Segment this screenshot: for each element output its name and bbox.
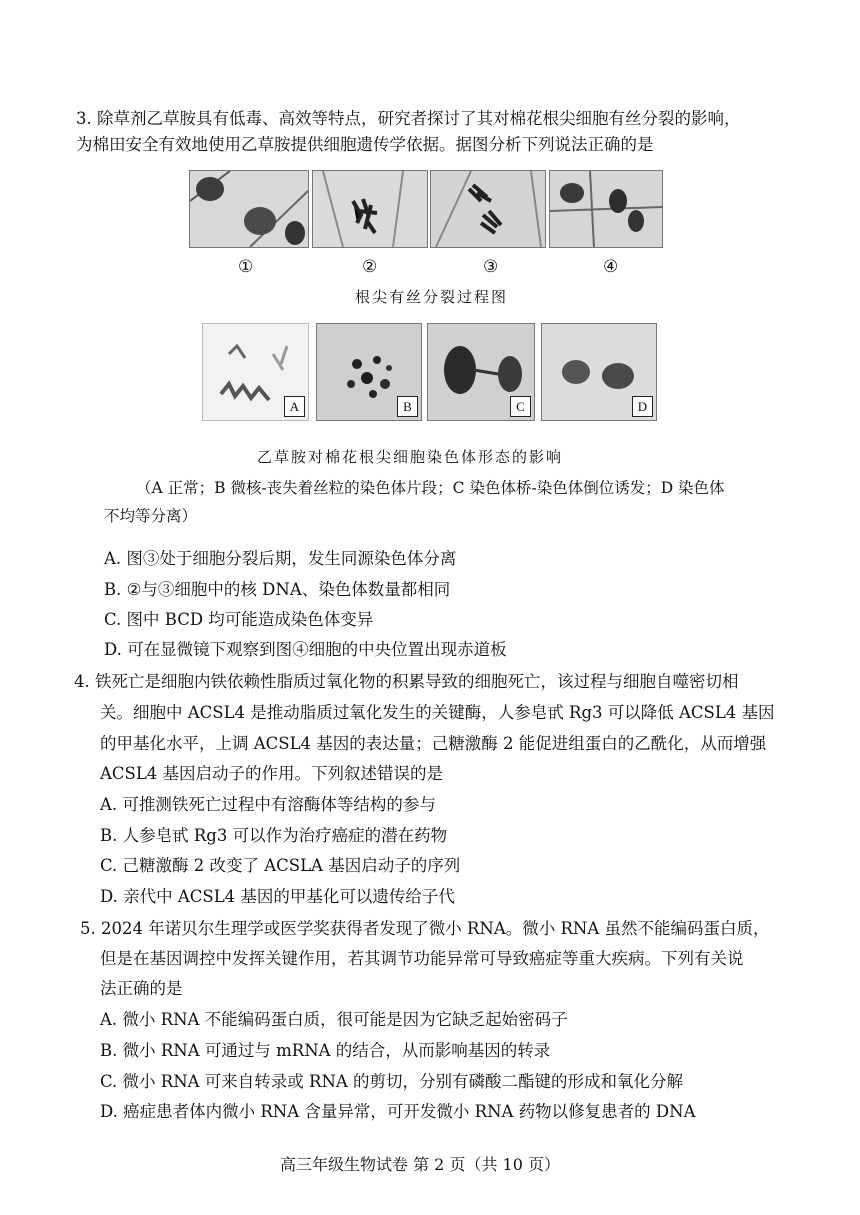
fig1-caption: 根尖有丝分裂过程图 — [355, 288, 509, 306]
page-footer: 高三年级生物试卷 第 2 页（共 10 页） — [280, 1155, 560, 1174]
q4-stem-line3: 的甲基化水平，上调 ACSL4 基因的表达量；己糖激酶 2 能促进组蛋白的乙酰化，从而增强 — [100, 734, 767, 753]
q3-stem-line1: 3. 除草剂乙草胺具有低毒、高效等特点，研究者探讨了其对棉花根尖细胞有丝分裂的影响， — [76, 109, 741, 128]
fig1-label-2: ② — [362, 257, 378, 277]
q4-option-a: A. 可推测铁死亡过程中有溶酶体等结构的参与 — [100, 795, 436, 814]
micrograph-b — [316, 323, 422, 421]
q5-option-d: D. 癌症患者体内微小 RNA 含量异常，可开发微小 RNA 药物以修复患者的 DNA — [100, 1102, 696, 1121]
q5-stem-line2: 但是在基因调控中发挥关键作用，若其调节功能异常可导致癌症等重大疾病。下列有关说 — [100, 949, 744, 968]
fig1-label-1: ① — [238, 257, 254, 277]
fig2-label-d: D — [632, 396, 653, 417]
q5-stem-line3: 法正确的是 — [100, 979, 183, 998]
q5-option-a: A. 微小 RNA 不能编码蛋白质，很可能是因为它缺乏起始密码子 — [100, 1010, 568, 1029]
q5-option-b: B. 微小 RNA 可通过与 mRNA 的结合，从而影响基因的转录 — [100, 1041, 551, 1060]
q5-stem-line1: 5. 2024 年诺贝尔生理学或医学奖获得者发现了微小 RNA。微小 RNA 虽然不能编码蛋白质， — [80, 919, 770, 938]
q3-stem-line2: 为棉田安全有效地使用乙草胺提供细胞遗传学依据。据图分析下列说法正确的是 — [76, 135, 654, 154]
fig2-label-c: C — [510, 396, 531, 417]
q3-option-a: A. 图③处于细胞分裂后期，发生同源染色体分离 — [104, 549, 457, 568]
q4-stem-line2: 关。细胞中 ACSL4 是推动脂质过氧化发生的关键酶，人参皂甙 Rg3 可以降低 ACSL4 基因 — [100, 703, 775, 722]
fig2-note-line2: 不均等分离） — [104, 507, 198, 525]
q4-stem-line4: ACSL4 基因启动子的作用。下列叙述错误的是 — [100, 764, 444, 783]
fig2-label-a: A — [284, 396, 305, 417]
micrograph-d — [541, 323, 657, 421]
fig1-label-4: ④ — [603, 257, 619, 277]
micrograph-1 — [189, 170, 309, 248]
micrograph-a — [202, 323, 309, 421]
q4-option-b: B. 人参皂甙 Rg3 可以作为治疗癌症的潜在药物 — [100, 826, 448, 845]
q4-option-c: C. 己糖激酶 2 改变了 ACSLA 基因启动子的序列 — [100, 856, 461, 875]
q3-option-c: C. 图中 BCD 均可能造成染色体变异 — [104, 610, 374, 629]
q4-stem-line1: 4. 铁死亡是细胞内铁依赖性脂质过氧化物的积累导致的细胞死亡，该过程与细胞自噬密切相 — [74, 672, 739, 691]
q5-option-c: C. 微小 RNA 可来自转录或 RNA 的剪切，分别有磷酸二酯键的形成和氧化分解 — [100, 1072, 684, 1091]
micrograph-4 — [549, 170, 663, 248]
fig2-caption: 乙草胺对棉花根尖细胞染色体形态的影响 — [257, 448, 564, 466]
q3-option-b: B. ②与③细胞中的核 DNA、染色体数量都相同 — [104, 580, 451, 599]
micrograph-c — [427, 323, 535, 421]
micrograph-3 — [430, 170, 546, 248]
fig2-label-b: B — [397, 396, 418, 417]
q3-option-d: D. 可在显微镜下观察到图④细胞的中央位置出现赤道板 — [104, 640, 507, 659]
micrograph-2 — [312, 170, 428, 248]
q4-option-d: D. 亲代中 ACSL4 基因的甲基化可以遗传给子代 — [100, 887, 455, 906]
fig1-label-3: ③ — [483, 257, 499, 277]
fig2-note-line1: （A 正常；B 微核-丧失着丝粒的染色体片段；C 染色体桥-染色体倒位诱发；D 染色体 — [136, 479, 725, 497]
